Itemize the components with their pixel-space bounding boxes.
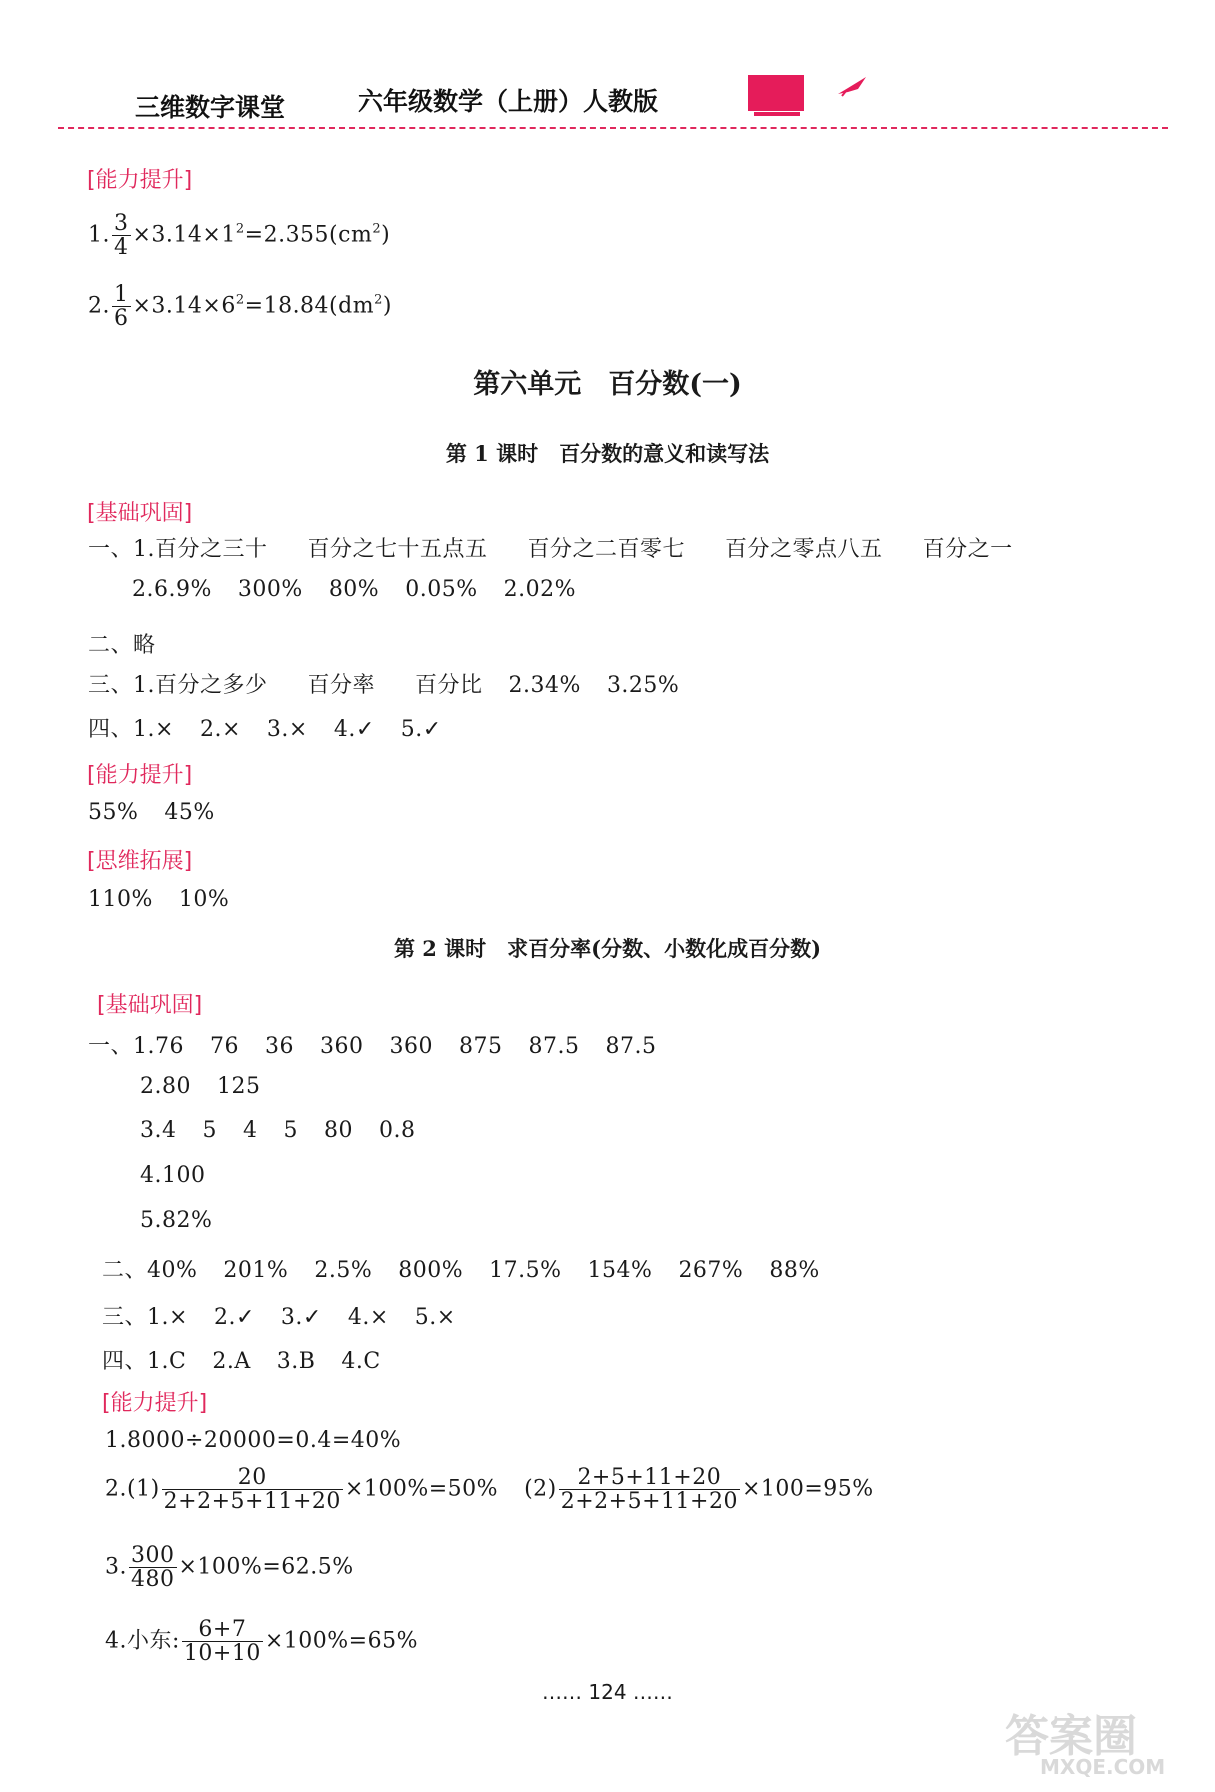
answer: 154% [587,1258,653,1283]
fraction-denominator: 2+2+5+11+20 [560,1489,738,1515]
expression: ×3.14×1 [132,222,236,248]
fraction-numerator: 2+5+11+20 [577,1465,722,1490]
answer-line [102,1253,820,1284]
lesson-2-title: 第 2 课时 求百分率(分数、小数化成百分数) [393,936,822,961]
answer: 百分之一 [922,537,1013,562]
answer: 百分率 [307,673,376,698]
sub-number: (2) [524,1476,557,1502]
answer-line [88,212,390,259]
answer: 2.✓ [213,1305,255,1330]
answer-line [88,532,1013,563]
lesson-1-title: 第 1 课时 百分数的意义和读写法 [445,441,770,466]
answer: 4 [162,1118,177,1143]
answer: 267% [678,1258,744,1283]
unit-exponent: 2 [374,292,383,308]
answer: 36 [265,1034,294,1059]
answer: 80% [328,577,380,602]
answer: 1.C [147,1349,187,1374]
rocket-icon [836,74,870,98]
answer: 2.02% [503,577,576,602]
fraction-numerator: 20 [237,1465,267,1490]
answer-line: 二、略 [88,633,156,658]
result: ×100=95% [741,1476,874,1502]
unit-title: 第六单元 百分数(一) [473,369,742,400]
answer: 80 [324,1118,353,1143]
page-number: …… 124 …… [542,1680,673,1704]
item-number: 2. [88,293,110,319]
fraction [182,1618,263,1665]
item-number: 三、1. [88,673,155,698]
header-book-title: 六年级数学（上册）人教版 [358,87,659,116]
exponent: 2 [235,221,245,237]
watermark-logo: 答案圈 [1005,1711,1137,1762]
answer: 875 [459,1034,503,1059]
answer-line [88,668,679,699]
close-paren: ) [382,293,392,319]
section-tag-ability: [能力提升] [87,763,193,788]
item-number: 1. [88,222,110,248]
watermark-url: MXQE.COM [1040,1755,1166,1779]
item-number: 5. [140,1208,162,1233]
answer: 0.05% [405,577,478,602]
answer: 4.× [347,1305,389,1330]
answer: 1.× [133,717,174,742]
section-tag-basic: [基础巩固] [97,993,203,1018]
answer-line [105,1544,354,1591]
result: =18.84(dm [244,293,375,319]
item-number: 四、 [102,1349,148,1374]
answer: 2.× [199,717,241,742]
answer: 2.5% [314,1258,373,1283]
answer-line: 1.8000÷20000=0.4=40% [105,1428,402,1453]
answer-line [132,577,576,602]
answer: 76 [210,1034,239,1059]
fraction [559,1466,740,1513]
item-number: 3. [105,1554,127,1580]
answer-line [105,1466,874,1513]
answer: 3.B [276,1349,316,1374]
fraction [112,212,131,259]
item-number: 四、 [88,717,134,742]
fraction-numerator: 3 [114,211,129,236]
answer: 3.× [266,717,308,742]
item-number: 2. [132,577,154,602]
answer-line [88,800,215,825]
answer: 125 [217,1074,261,1099]
answer: 3.25% [606,673,680,698]
result: =2.355(cm [244,222,373,248]
answer: 82% [162,1208,213,1233]
item-number: 一、1. [88,537,155,562]
result: ×100%=62.5% [178,1554,354,1580]
answer-line [140,1074,261,1099]
fraction-denominator: 2+2+5+11+20 [163,1489,341,1515]
sub-number: (1) [127,1476,160,1502]
exponent: 2 [235,292,245,308]
answer: 87.5 [528,1034,580,1059]
answer: 5 [202,1118,217,1143]
section-tag-basic: [基础巩固] [87,501,193,526]
fraction [112,283,131,330]
answer: 0.8 [379,1118,416,1143]
answer: 10% [178,887,230,912]
fraction-denominator: 6 [114,306,129,332]
answer: 201% [223,1258,289,1283]
answer: 百分之七十五点五 [307,537,488,562]
header-divider [58,127,1168,129]
answer-line [88,887,229,912]
answer: 2.A [212,1349,251,1374]
answer: 800% [398,1258,464,1283]
answer: 55% [88,800,139,825]
section-tag-ability: [能力提升] [102,1391,208,1416]
answer: 2.34% [508,673,581,698]
answer-line [88,283,392,330]
answer: 百分之多少 [155,673,268,698]
unit-exponent: 2 [372,221,382,237]
answer-line [102,1344,381,1375]
section-tag-ability: [能力提升] [87,168,193,193]
answer: 5.× [414,1305,456,1330]
result: ×100%=65% [264,1628,418,1654]
answer: 4.✓ [333,717,375,742]
answer: 百分之零点八五 [725,537,883,562]
answer: 百分之二百零七 [527,537,686,562]
answer: 40% [147,1258,198,1283]
answer: 百分之三十 [155,537,268,562]
answer-line [105,1618,418,1665]
answer-line [140,1163,206,1188]
monitor-stand [754,112,800,116]
result: ×100%=50% [344,1476,499,1502]
fraction-numerator: 300 [131,1543,175,1568]
answer: 3.✓ [280,1305,322,1330]
answer: 360 [320,1034,364,1059]
item-number: 三、 [102,1305,148,1330]
item-number: 2. [140,1074,162,1099]
answer: 5.✓ [400,717,442,742]
answer: 4.C [341,1349,381,1374]
answer-line [140,1118,416,1143]
header-series-title: 三维数字课堂 [135,93,286,122]
item-number: 2. [105,1476,127,1502]
expression: ×3.14×6 [132,293,236,319]
answer: 88% [769,1258,820,1283]
answer: 360 [389,1034,433,1059]
item-number: 3. [140,1118,162,1143]
monitor-icon [748,75,804,111]
close-paren: ) [381,222,391,248]
item-number: 一、1. [88,1034,155,1059]
answer: 80 [162,1074,191,1099]
item-number: 二、 [102,1258,148,1283]
fraction-denominator: 480 [131,1567,175,1593]
fraction [162,1466,343,1513]
fraction-denominator: 4 [114,235,129,261]
fraction-numerator: 1 [114,282,129,307]
item-number: 4. [140,1163,162,1188]
answer: 45% [164,800,215,825]
answer: 5 [283,1118,298,1143]
answer: 76 [155,1034,184,1059]
answer: 87.5 [605,1034,657,1059]
answer-line [102,1300,456,1331]
fraction-numerator: 6+7 [198,1617,247,1642]
answer: 17.5% [489,1258,562,1283]
answer-line [140,1208,212,1233]
item-number: 4.小东: [105,1628,180,1654]
answer: 100 [162,1163,206,1188]
answer: 110% [88,887,153,912]
answer: 百分比 [415,673,483,698]
answer: 300% [237,577,303,602]
answer: 4 [243,1118,258,1143]
fraction-denominator: 10+10 [183,1641,261,1667]
section-tag-thinking: [思维拓展] [87,849,193,874]
answer: 1.× [147,1305,188,1330]
answer: 6.9% [154,577,212,602]
answer-line [88,1029,656,1060]
answer-line [88,712,442,743]
fraction [129,1544,177,1591]
